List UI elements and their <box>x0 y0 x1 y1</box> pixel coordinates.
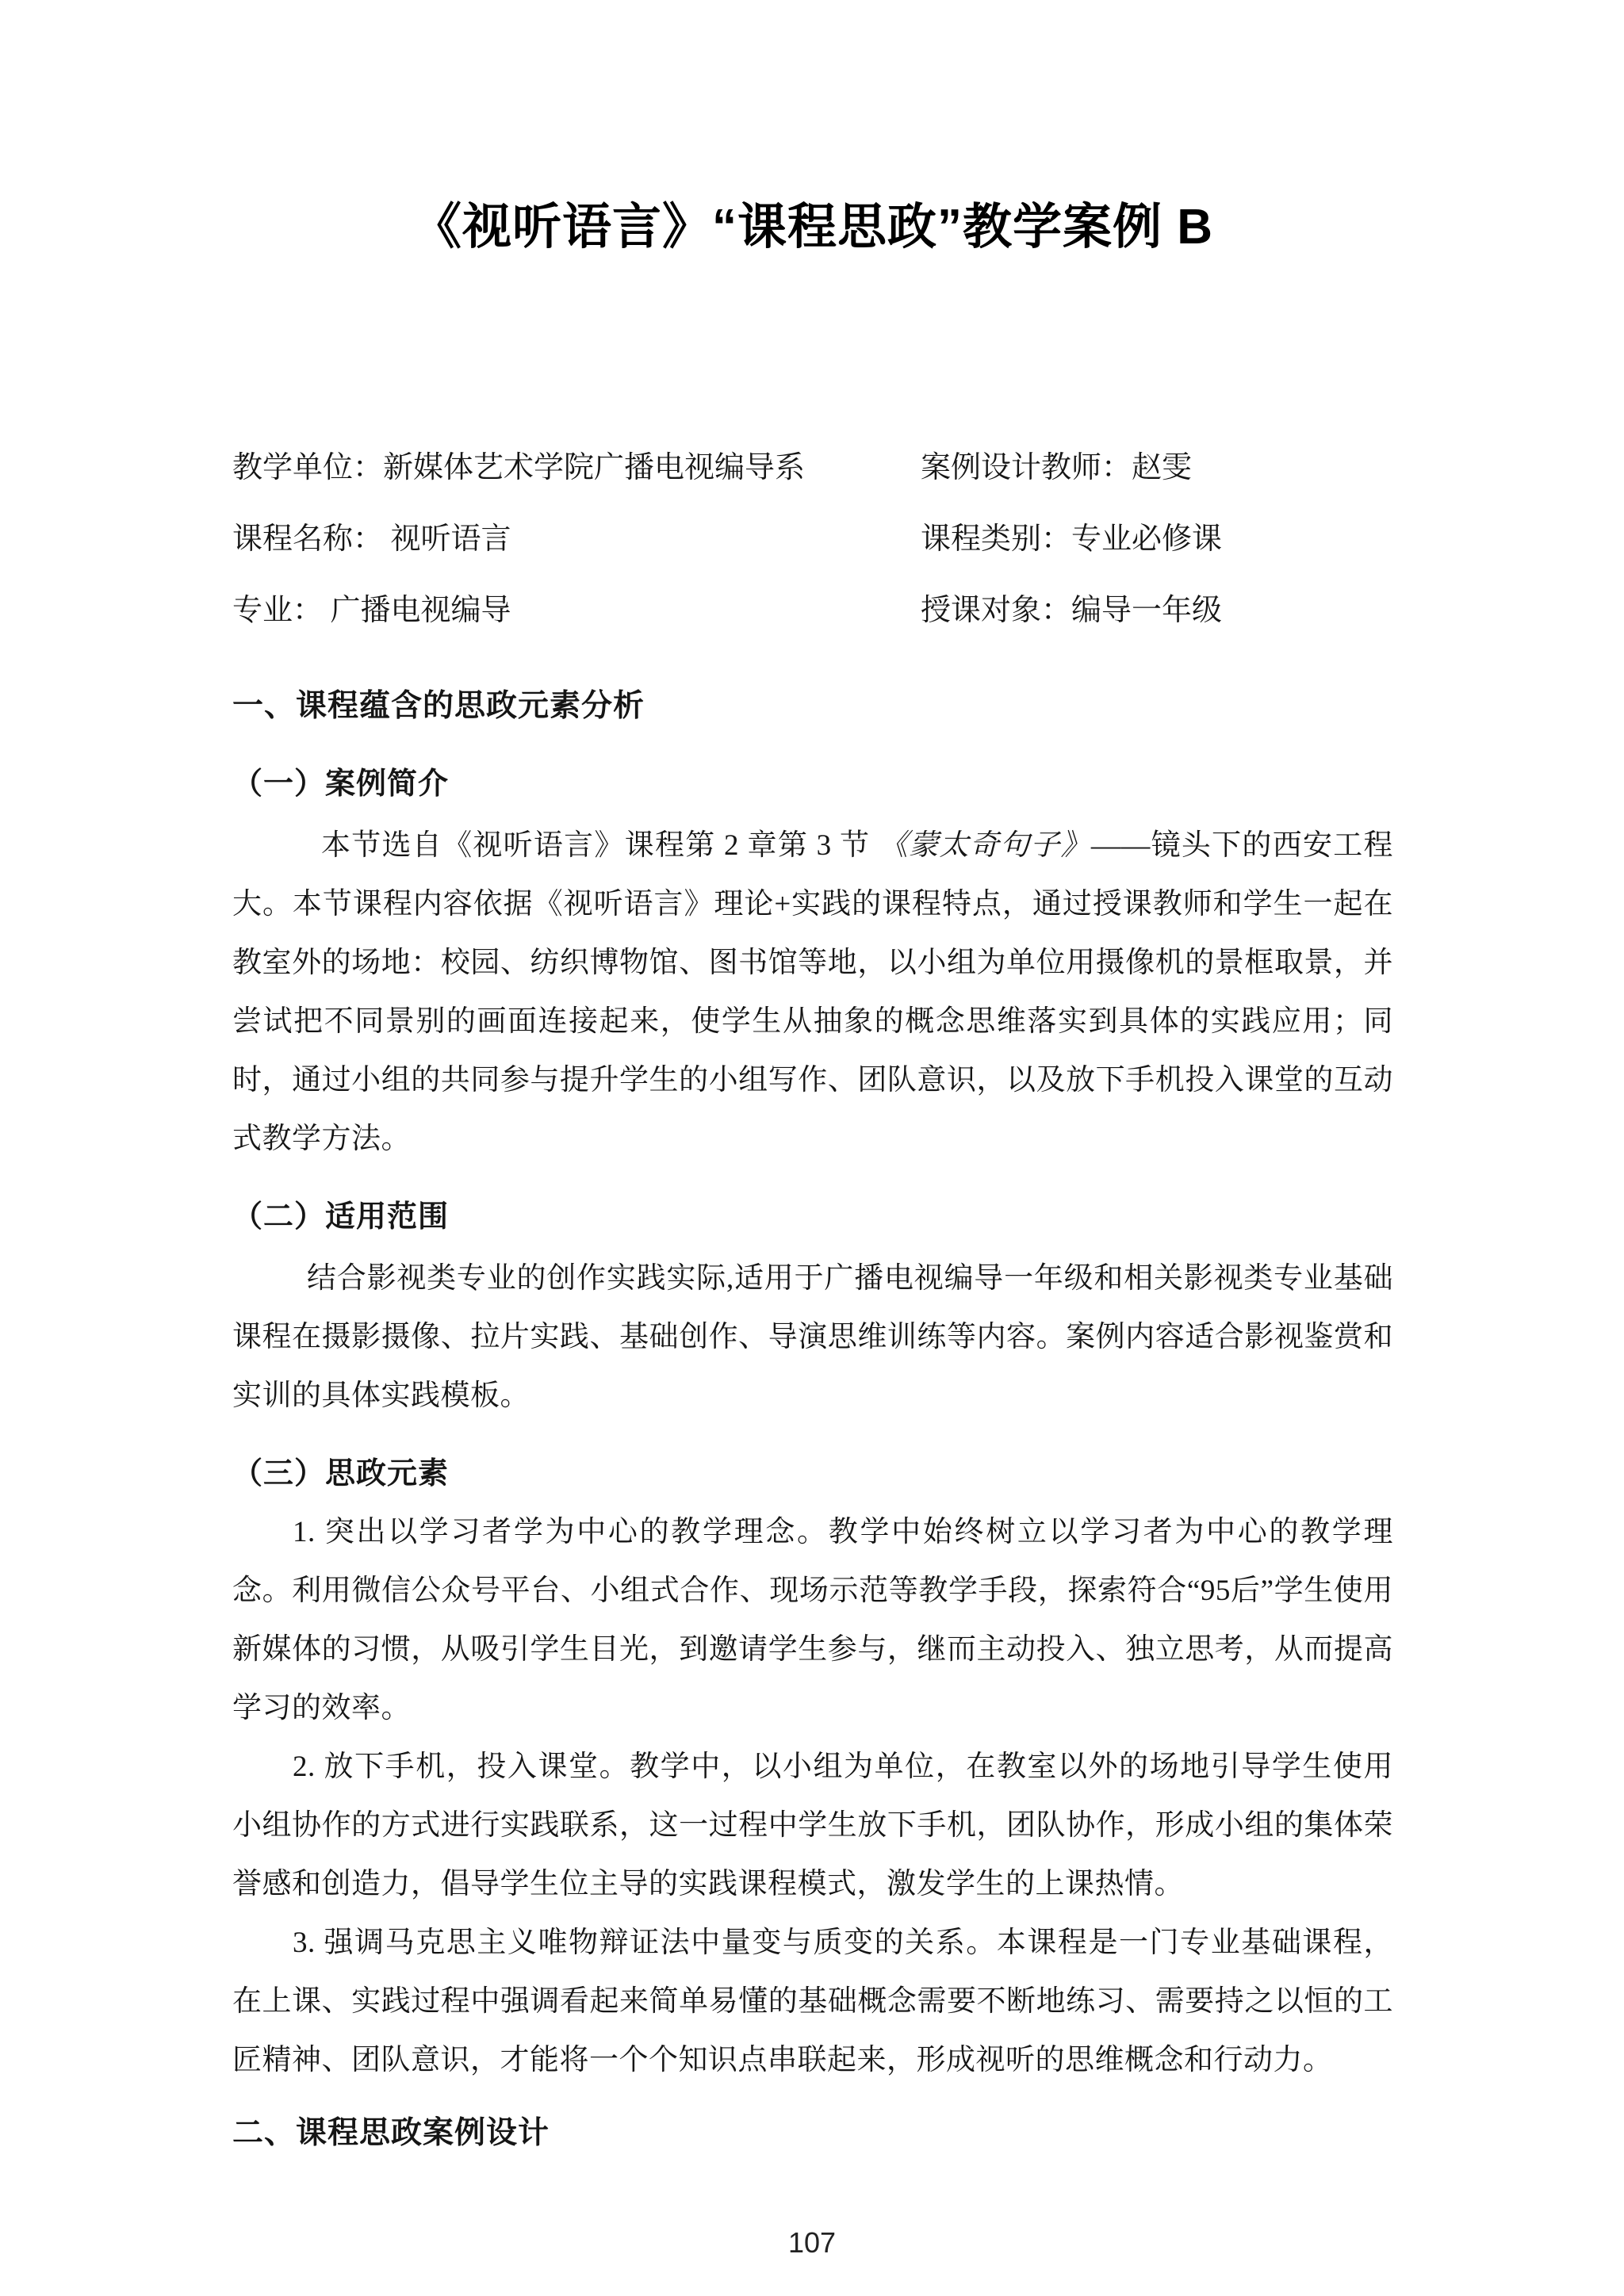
case-intro-text-italic-title: 《蒙太奇句子》 <box>878 828 1091 862</box>
section-one-heading: 一、课程蕴含的思政元素分析 <box>232 688 645 723</box>
elements-item-3: 3. 强调马克思主义唯物辩证法中量变与质变的关系。本课程是一门专业基础课程，在上课、实践过程中强调看起来简单易懂的基础概念需要不断地练习、需要持之以恒的工匠精神、团队意识，才能将一个个知识点串联起来，形成视听的思维概念和行动力。 <box>232 1926 1393 2076</box>
scope-paragraph: 结合影视类专业的创作实践实际,适用于广播电视编导一年级和相关影视类专业基础课程在摄影摄像、拉片实践、基础创作、导演思维训练等内容。案例内容适合影视鉴赏和实训的具体实践模板。 <box>232 1261 1393 1412</box>
scope-heading: （二）适用范围 <box>232 1200 450 1234</box>
elements-item-1: 1. 突出以学习者学为中心的教学理念。教学中始终树立以学习者为中心的教学理念。利用微信公众号平台、小组式合作、现场示范等教学手段，探索符合“95后”学生使用新媒体的习惯，从吸引学生目光，到邀请学生参与，继而主动投入、独立思考，从而提高学习的效率。 <box>232 1515 1393 1724</box>
case-intro-heading: （一）案例简介 <box>232 767 450 801</box>
meta-row-course <box>232 520 1393 591</box>
document-title: 《视听语言》“课程思政”教学案例 B <box>412 200 1213 254</box>
page-number: 107 <box>787 2226 837 2259</box>
elements-heading: （三）思政元素 <box>232 1456 450 1490</box>
meta-course-name: 课程名称： 视听语言 <box>232 522 511 556</box>
meta-major: 专业： 广播电视编导 <box>232 593 511 627</box>
page-content <box>232 0 1393 2163</box>
meta-course-category: 课程类别：专业必修课 <box>921 522 1223 556</box>
course-meta-table <box>232 449 1393 663</box>
case-intro-text-post: ——镜头下的西安工程大。本节课程内容依据《视听语言》理论+实践的课程特点，通过授课教师和学生一起在教室外的场地：校园、纺织博物馆、图书馆等地，以小组为单位用摄像机的景框取景，并尝试把不同景别的画面连接起来，使学生从抽象的概念思维落实到具体的实践应用；同时，通过小组的共同参与提升学生的小组写作、团队意识，以及放下手机投入课堂的互动式教学方法。 <box>232 828 1394 1155</box>
meta-row-unit <box>232 449 1393 520</box>
meta-teaching-unit: 教学单位：新媒体艺术学院广播电视编导系 <box>232 450 806 484</box>
elements-item-2: 2. 放下手机，投入课堂。教学中，以小组为单位，在教室以外的场地引导学生使用小组协作的方式进行实践联系，这一过程中学生放下手机，团队协作，形成小组的集体荣誉感和创造力，倡导学生位主导的实践课程模式，激发学生的上课热情。 <box>232 1750 1393 1900</box>
section-two-heading: 二、课程思政案例设计 <box>232 2115 550 2150</box>
case-intro-text-pre: 本节选自《视听语言》课程第 2 章第 3 节 <box>321 828 879 862</box>
meta-case-designer: 案例设计教师：赵雯 <box>921 450 1193 484</box>
meta-audience: 授课对象：编导一年级 <box>921 593 1223 627</box>
case-intro-paragraph <box>232 817 1393 1169</box>
meta-row-major <box>232 591 1393 663</box>
